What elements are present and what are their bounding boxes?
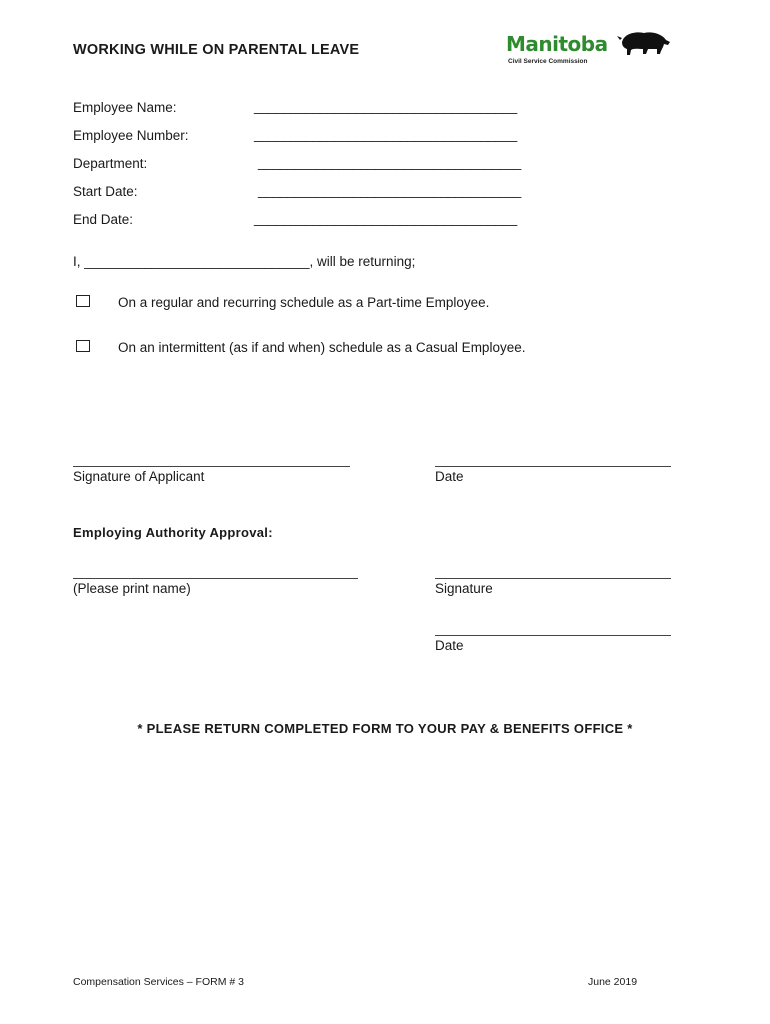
casual-checkbox[interactable] — [76, 340, 90, 352]
applicant-date-label: Date — [435, 469, 464, 484]
part-time-option-label: On a regular and recurring schedule as a Part-time Employee. — [118, 295, 490, 310]
department-label: Department: — [73, 156, 148, 171]
employee-name-field[interactable]: ____________________________________ — [254, 99, 518, 114]
statement-prefix: I, — [73, 254, 81, 269]
applicant-signature-label: Signature of Applicant — [73, 469, 205, 484]
start-date-field[interactable]: ____________________________________ — [258, 183, 522, 198]
logo-wordmark: Manitoba — [506, 32, 608, 56]
approver-date-line[interactable] — [435, 635, 671, 636]
form-title: WORKING WHILE ON PARENTAL LEAVE — [73, 42, 360, 58]
footer-form-id: Compensation Services – FORM # 3 — [73, 976, 244, 988]
footer-date: June 2019 — [588, 976, 638, 988]
employee-number-field[interactable]: ____________________________________ — [254, 127, 518, 142]
name-blank-field[interactable]: ______________________________ — [84, 254, 310, 269]
return-statement — [73, 254, 415, 269]
return-form-notice: * PLEASE RETURN COMPLETED FORM TO YOUR PAY & BENEFITS OFFICE * — [137, 721, 633, 736]
manitoba-logo — [506, 28, 672, 72]
department-field[interactable]: ____________________________________ — [258, 155, 522, 170]
casual-option-label: On an intermittent (as if and when) schedule as a Casual Employee. — [118, 340, 526, 355]
start-date-label: Start Date: — [73, 184, 138, 199]
print-name-label: (Please print name) — [73, 581, 191, 596]
part-time-checkbox[interactable] — [76, 295, 90, 307]
bison-icon — [616, 28, 672, 58]
employee-name-label: Employee Name: — [73, 100, 177, 115]
approver-date-label: Date — [435, 638, 464, 653]
approval-heading: Employing Authority Approval: — [73, 525, 273, 540]
end-date-label: End Date: — [73, 212, 134, 227]
print-name-line[interactable] — [73, 578, 358, 579]
applicant-date-line[interactable] — [435, 466, 671, 467]
approver-signature-label: Signature — [435, 581, 493, 596]
applicant-signature-line[interactable] — [73, 466, 350, 467]
approver-signature-line[interactable] — [435, 578, 671, 579]
end-date-field[interactable]: ____________________________________ — [254, 211, 518, 226]
logo-subtitle: Civil Service Commission — [508, 58, 588, 65]
employee-number-label: Employee Number: — [73, 128, 189, 143]
statement-suffix: , will be returning; — [309, 254, 416, 269]
